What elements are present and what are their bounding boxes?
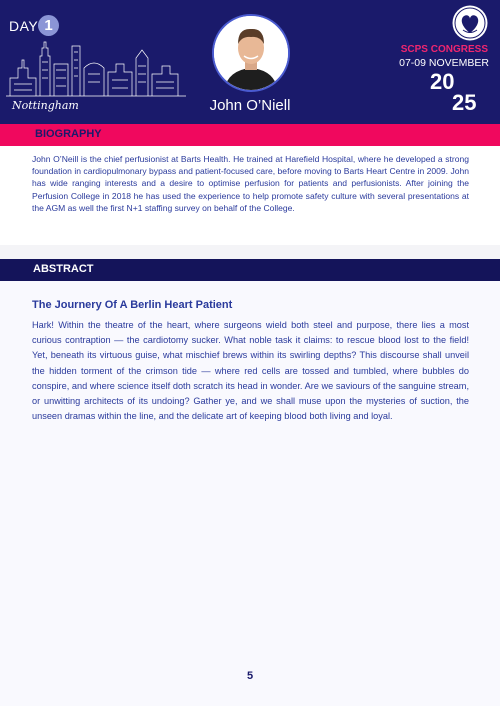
abstract-title: ABSTRACT — [33, 263, 94, 275]
day-number-badge: 1 — [38, 15, 59, 36]
abstract-heading: The Journery Of A Berlin Heart Patient — [32, 299, 233, 311]
city-signature: Nottingham — [12, 99, 79, 112]
biography-text: John O’Neill is the chief perfusionist at Barts Health. He trained at Harefield Hospital, where he developed a strong foundation in cardiopulmonary bypass and patient-focused care, before moving to Barts Heart Centre in 2009. John has wide ranging interests and a desire to optimise perfusion for patients and perfusionists. After joining the Perfusion College in 2018 he has used the experience to help promote safety culture with several presentations at the AGM as well the first N+1 staffing survey on behalf of the College. — [32, 154, 469, 213]
society-logo-icon — [451, 4, 489, 42]
speaker-photo — [212, 14, 290, 92]
page-number: 5 — [246, 670, 254, 682]
speaker-name: John O’Niell — [209, 97, 291, 114]
event-year-top: 20 — [430, 69, 455, 94]
biography-title: BIOGRAPHY — [35, 128, 102, 140]
event-name: SCPS CONGRESS — [400, 44, 488, 55]
event-dates: 07-09 NOVEMBER — [399, 57, 489, 69]
event-year-bottom: 25 — [452, 90, 477, 115]
city-skyline-icon — [6, 38, 186, 98]
section-divider — [0, 245, 500, 259]
abstract-text: Hark! Within the theatre of the heart, where surgeons wield both steel and purpose, there lies a most curious contraption — the cardiotomy sucker. What noble task it claims: to rescue blood lost to the field! Yet, beneath its virtuous guise, what mischief brews within its swirling depths? This discourse shall unveil the hidden torment of the crimson tide — where red cells are tossed and tumbled, where bubbles do conspire, and where science itself doth scratch its head in wonder. Are we saviours of the sanguine stream, or unwitting architects of its undoing? Gather ye, and we shall muse upon the mysteries of suction, the unseen dramas within the line, and the delicate art of keeping blood both living and loyal. — [32, 320, 469, 422]
day-label: DAY — [9, 18, 39, 34]
